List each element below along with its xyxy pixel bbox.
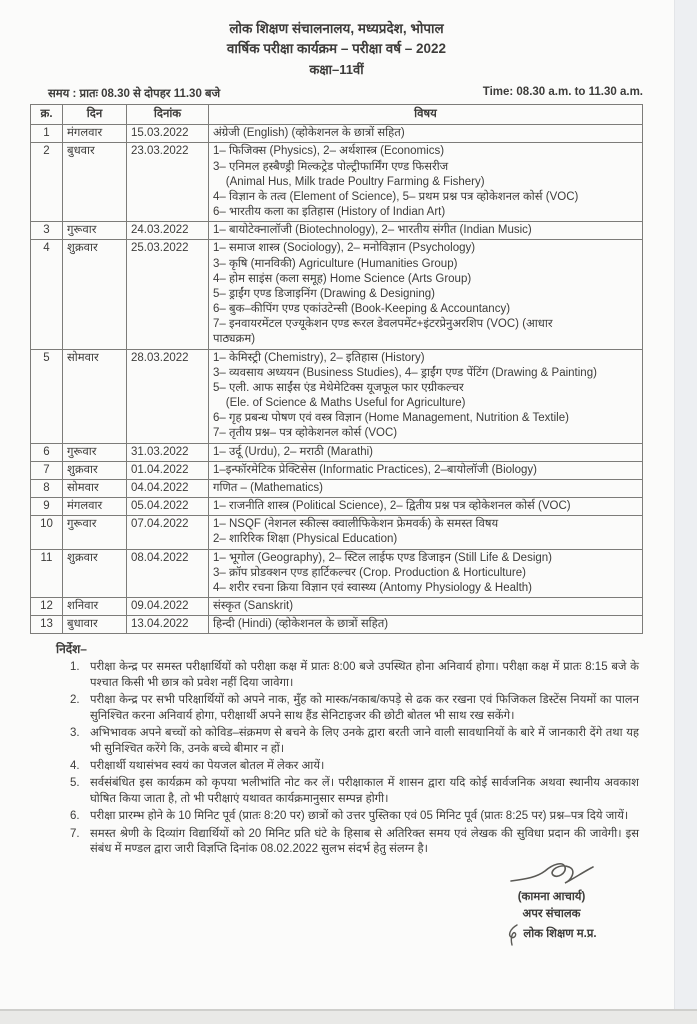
cell-serial: 4 [31, 240, 63, 349]
cell-day: गुरूवार [63, 222, 127, 240]
table-row [31, 125, 643, 143]
cell-date: 24.03.2022 [127, 222, 209, 240]
table-row [31, 222, 643, 240]
instruction-item [70, 759, 639, 774]
cell-day: मंगलवार [63, 498, 127, 516]
cell-day: गुरूवार [63, 516, 127, 549]
cell-subjects [209, 222, 643, 240]
cell-serial: 12 [31, 598, 63, 616]
instruction-text: परीक्षार्थी यथासंभव स्वयं का पेयजल बोतल में लेकर आयें। [90, 759, 325, 772]
cell-subjects [209, 598, 643, 616]
cell-day: शनिवार [63, 598, 127, 616]
instruction-text: परीक्षा केन्द्र पर समस्त परीक्षार्थियों को परीक्षा कक्ष में प्रातः 8:00 बजे उपस्थित होना अनिवार्य होगा। परीक्षा कक्ष में प्रातः 8:15 बजे के पश्चात किसी भी छात्र को प्रवेश नहीं दिया जावेगा। [90, 661, 639, 689]
subject-line: अंग्रेजी (English) (व्होकेशनल के छात्रों सहित) [213, 127, 405, 140]
cell-serial: 13 [31, 616, 63, 634]
instructions-heading: निर्देश– [56, 642, 87, 657]
subject-line: 2– शारिरिक शिक्षा (Physical Education) [213, 533, 398, 546]
subject-line: पाठ्यक्रम) [213, 333, 256, 346]
table-row [31, 498, 643, 516]
signatory-designation: अपर संचालक [522, 908, 581, 921]
subject-line: 7– तृतीय प्रश्न– पत्र व्होकेशनल कोर्स (VOC) [213, 427, 398, 440]
cell-subjects [209, 516, 643, 549]
subject-line: 1– फिजिक्स (Physics), 2– अर्थशास्त्र (Economics) [213, 145, 445, 158]
col-header-day: दिन [63, 104, 127, 124]
signature-scribble [507, 859, 597, 889]
subject-line: 3– क्रॉप प्रोडक्शन एण्ड हार्टिकल्चर (Crop. Production & Horticulture) [213, 566, 526, 579]
instruction-number: 2. [70, 694, 80, 707]
col-header-subject: विषय [209, 104, 643, 124]
cell-serial: 10 [31, 516, 63, 549]
instruction-number: 3. [70, 727, 80, 740]
subject-line: 6– भारतीय कला का इतिहास (History of Indian Art) [213, 206, 446, 219]
initial-scribble [506, 923, 520, 947]
table-row [31, 349, 643, 443]
subject-line: 1– भूगोल (Geography), 2– स्टिल लाईफ एण्ड डिजाइन (Still Life & Design) [213, 551, 552, 564]
signatory-name: (कामना आचार्य) [517, 891, 586, 904]
instructions-section [56, 640, 639, 857]
instruction-text: समस्त श्रेणी के दिव्यांग विद्यार्थियों को 20 मिनिट प्रति घंटे के हिसाब से अतिरिक्त समय एवं लेखक की सुविधा प्रदान की जावेगी। इस संबंध में मण्डल द्वारा जारी विज्ञप्ति दिनांक 08.02.2022 सुलभ संदर्भ हेतु संलग्न है। [90, 827, 639, 855]
cell-serial: 6 [31, 443, 63, 461]
subject-line: 1– समाज शास्त्र (Sociology), 2– मनोविज्ञान (Psychology) [213, 242, 476, 255]
cell-subjects [209, 549, 643, 598]
cell-subjects [209, 125, 643, 143]
instruction-item [70, 809, 639, 824]
instruction-text: सर्वसंबंधित इस कार्यक्रम को कृपया भलीभांति नोट कर लें। परीक्षाकाल में शासन द्वारा यदि कोई सार्वजनिक अथवा स्थानीय अवकाश घोषित किया जाता है, तो भी परीक्षाएं यथावत कार्यक्रमानुसार सम्पन्न होगी। [90, 777, 639, 805]
table-row [31, 143, 643, 222]
cell-day: बुधवार [63, 143, 127, 222]
subject-line: 4– विज्ञान के तत्व (Element of Science), 5– प्रथम प्रश्न पत्र व्होकेशनल कोर्स (VOC) [213, 190, 579, 203]
cell-date: 08.04.2022 [127, 549, 209, 598]
cell-date: 05.04.2022 [127, 498, 209, 516]
cell-date: 23.03.2022 [127, 143, 209, 222]
subject-line: 3– व्यवसाय अध्ययन (Business Studies), 4– ड्राईंग एण्ड पेंटिंग (Drawing & Painting) [213, 366, 597, 379]
cell-subjects [209, 143, 643, 222]
subject-line: 5– एली. आफ साईंस एंड मेथेमेटिक्स यूजफूल फार एग्रीकल्चर [213, 381, 464, 394]
instruction-item [70, 776, 639, 807]
subject-line: 3– एनिमल हस्बैण्ड्री मिल्कट्रेड पोल्ट्रीफार्मिंग एण्ड फिसरीज [213, 160, 449, 173]
class-title: कक्षा–11वीं [309, 62, 364, 78]
table-row [31, 516, 643, 549]
signature-block [460, 859, 643, 946]
subject-line: 3– कृषि (मानविकी) Agriculture (Humanities Group) [213, 257, 458, 270]
scan-edge-bottom [0, 1009, 697, 1024]
table-row [31, 443, 643, 461]
cell-serial: 8 [31, 479, 63, 497]
cell-date: 04.04.2022 [127, 479, 209, 497]
table-row [31, 549, 643, 598]
instruction-number: 4. [70, 759, 80, 772]
instruction-number: 7. [70, 827, 80, 840]
subject-line: 6– गृह प्रबन्ध पोषण एवं वस्त्र विज्ञान (Home Management, Nutrition & Textile) [213, 412, 569, 425]
table-row [31, 598, 643, 616]
cell-date: 13.04.2022 [127, 616, 209, 634]
cell-serial: 3 [31, 222, 63, 240]
instructions-list [56, 660, 639, 857]
table-row [31, 461, 643, 479]
cell-serial: 7 [31, 461, 63, 479]
table-header-row [31, 104, 643, 124]
subject-line: गणित – (Mathematics) [213, 481, 323, 494]
cell-date: 07.04.2022 [127, 516, 209, 549]
cell-subjects [209, 498, 643, 516]
subject-line: (Animal Hus, Milk trade Poultry Farming & Fishery) [213, 175, 485, 188]
col-header-serial: क्र. [31, 104, 63, 124]
cell-serial: 9 [31, 498, 63, 516]
cell-date: 31.03.2022 [127, 443, 209, 461]
table-row [31, 479, 643, 497]
exam-time-english: Time: 08.30 a.m. to 11.30 a.m. [482, 85, 643, 98]
subject-line: 1– बायोटेक्नालॉजी (Biotechnology), 2– भारतीय संगीत (Indian Music) [213, 224, 532, 237]
subject-line: संस्कृत (Sanskrit) [213, 600, 294, 613]
instruction-item [70, 827, 639, 858]
cell-day: शुक्रवार [63, 461, 127, 479]
cell-subjects [209, 616, 643, 634]
subject-line: 1–इन्फॉरमेटिक प्रेक्टिसेस (Informatic Practices), 2–बायोलॉजी (Biology) [213, 463, 537, 476]
cell-serial: 5 [31, 349, 63, 443]
subject-line: 1– राजनीति शास्त्र (Political Science), 2– द्वितीय प्रश्न पत्र व्होकेशनल कोर्स (VOC) [213, 500, 571, 513]
cell-day: सोमवार [63, 349, 127, 443]
cell-day: बुधावार [63, 616, 127, 634]
subject-line: 1– NSQF (नेशनल स्कील्स क्वालीफिकेशन फ्रेमवर्क) के समस्त विषय [213, 518, 499, 531]
cell-subjects [209, 461, 643, 479]
exam-time-hindi: समय : प्रातः 08.30 से दोपहर 11.30 बजे [48, 87, 221, 100]
cell-subjects [209, 443, 643, 461]
subject-line: 1– केमिस्ट्री (Chemistry), 2– इतिहास (History) [213, 351, 425, 364]
cell-serial: 2 [31, 143, 63, 222]
document-header [30, 20, 643, 79]
instruction-text: अभिभावक अपने बच्चों को कोविड–संक्रमण से बचने के लिए उनके द्वारा बरती जाने वाली सावधानियों के बारे में जानकारी देंगे तथा यह भी सुनिश्चित करेंगे कि, उनके बच्चे बीमार न हों। [90, 727, 639, 755]
table-row [31, 240, 643, 349]
instruction-number: 1. [70, 661, 80, 674]
table-row [31, 616, 643, 634]
instruction-item [70, 660, 639, 691]
signatory-org-line [460, 923, 643, 947]
subject-line: 7– इनवायरमेंटल एज्यूकेशन एण्ड रूरल डेवलपमेंट+इंटरप्रेनुअरशिप (VOC) (आधार [213, 318, 553, 331]
cell-day: गुरूवार [63, 443, 127, 461]
subject-line: 4– होम साइंस (कला समूह) Home Science (Arts Group) [213, 272, 472, 285]
instruction-item [70, 693, 639, 724]
cell-day: शुक्रवार [63, 240, 127, 349]
cell-date: 09.04.2022 [127, 598, 209, 616]
cell-day: शुक्रवार [63, 549, 127, 598]
cell-subjects [209, 240, 643, 349]
subject-line: (Ele. of Science & Maths Useful for Agriculture) [213, 397, 466, 410]
instruction-text: परीक्षा केन्द्र पर सभी परिक्षार्थियों को अपने नाक, मुँह को मास्क/नकाब/कपड़े से ढक कर रखना एवं फिजिकल डिस्टेंस नियमों का पालन सुनिश्चित करना अनिवार्य होगा, परीक्षार्थी अपने साथ हैंड सेनिटाइजर की छोटी बोतल भी साथ रख सकेंगे। [90, 694, 639, 722]
org-title: लोक शिक्षण संचालनालय, मध्यप्रदेश, भोपाल [229, 21, 444, 36]
cell-date: 01.04.2022 [127, 461, 209, 479]
cell-day: सोमवार [63, 479, 127, 497]
cell-serial: 11 [31, 549, 63, 598]
subject-line: 1– उर्दू (Urdu), 2– मराठी (Marathi) [213, 445, 373, 458]
instruction-text: परीक्षा प्रारम्भ होने के 10 मिनिट पूर्व (प्रातः 8:20 पर) छात्रों को उत्तर पुस्तिका एवं 05 मिनिट पूर्व (प्रातः 8:25 पर) प्रश्न–पत्र दिये जायें। [90, 810, 629, 823]
subject-line: 6– बुक–कीपिंग एण्ड एकांउटेन्सी (Book-Keeping & Accountancy) [213, 303, 511, 316]
signatory-org: लोक शिक्षण म.प्र. [523, 928, 597, 941]
scan-edge-right [674, 0, 697, 1024]
instruction-item [70, 726, 639, 757]
cell-subjects [209, 479, 643, 497]
subject-line: 4– शरीर रचना क्रिया विज्ञान एवं स्वास्थ्य (Antomy Physiology & Health) [213, 581, 533, 594]
instruction-number: 6. [70, 810, 80, 823]
cell-subjects [209, 349, 643, 443]
cell-day: मंगलवार [63, 125, 127, 143]
cell-date: 28.03.2022 [127, 349, 209, 443]
exam-time-row [48, 86, 643, 101]
instruction-number: 5. [70, 777, 80, 790]
col-header-date: दिनांक [127, 104, 209, 124]
cell-date: 15.03.2022 [127, 125, 209, 143]
cell-date: 25.03.2022 [127, 240, 209, 349]
subject-line: हिन्दी (Hindi) (व्होकेशनल के छात्रों सहित) [213, 618, 389, 631]
subject-line: 5– ड्राईंग एण्ड डिजाइनिंग (Drawing & Designing) [213, 287, 435, 300]
doc-title: वार्षिक परीक्षा कार्यक्रम – परीक्षा वर्ष – 2022 [226, 41, 447, 57]
exam-schedule-table [30, 104, 643, 635]
cell-serial: 1 [31, 125, 63, 143]
